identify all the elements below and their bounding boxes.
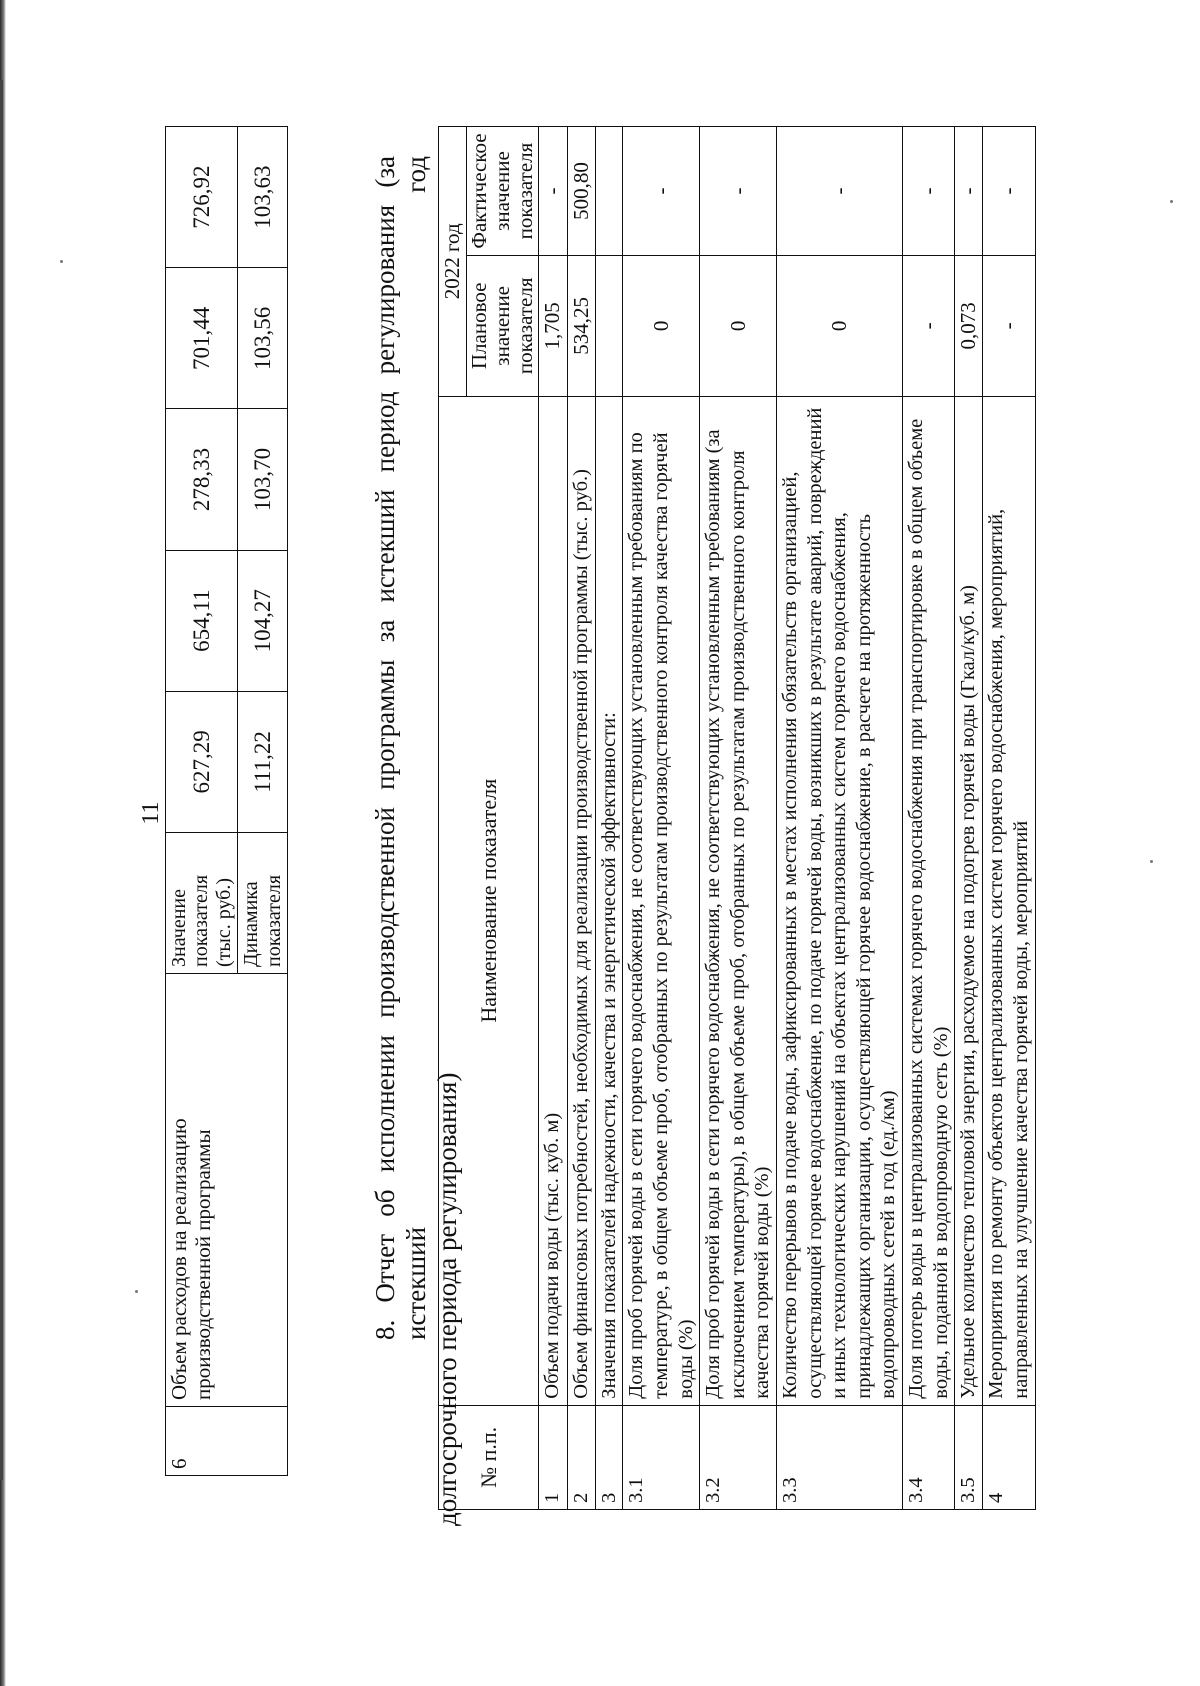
row-name: Объем расходов на реализацию производственной программы: [166, 974, 288, 1407]
fact-value: -: [623, 127, 700, 256]
table-row: [623, 127, 700, 1510]
row-name: Доля проб горячей воды в сети горячего водоснабжения, не соответствующих установленным требованиям (за исключением температуры), в общем объеме проб, отобранных по результатам производственного контроля качества горячей воды (%): [700, 396, 777, 1405]
plan-value: 534,25: [567, 256, 595, 397]
scan-speck: [1150, 860, 1153, 863]
row-name: Значения показателей надежности, качества и энергетической эффективности:: [595, 396, 623, 1405]
value-cell: 701,44: [166, 268, 238, 409]
table-row: [595, 127, 623, 1510]
row-number: 3: [595, 1405, 623, 1509]
fact-value: -: [539, 127, 567, 256]
value-cell: 726,92: [166, 127, 238, 268]
row-number: 3.2: [700, 1405, 777, 1509]
plan-value: 0,073: [955, 256, 983, 397]
fact-value: -: [700, 127, 777, 256]
header-row: [439, 127, 467, 1510]
section-heading-line-2: долгосрочного периода регулирования): [432, 1072, 463, 1526]
row-name: Доля проб горячей воды в сети горячего водоснабжения, не соответствующих установленным требованиям по температуре, в общем объеме проб, отобранных по результатам производственного контроля качества горячей воды (%): [623, 396, 700, 1405]
fact-value: -: [777, 127, 903, 256]
row-name: Мероприятия по ремонту объектов централизованных систем горячего водоснабжения, мероприятий, направленных на улучшение качества горячей воды, мероприятий: [983, 396, 1035, 1405]
value-cell: 111,22: [238, 691, 288, 832]
table-row: [983, 127, 1035, 1510]
table-row: [955, 127, 983, 1510]
value-cell: 103,70: [238, 409, 288, 550]
row-name: Объем подачи воды (тыс. куб. м): [539, 396, 567, 1405]
value-cell: 627,29: [166, 691, 238, 832]
row-number: 4: [983, 1405, 1035, 1509]
row-number: 3.1: [623, 1405, 700, 1509]
row-number: 6: [166, 1407, 288, 1476]
plan-value: 0: [700, 256, 777, 397]
row-number: 3.3: [777, 1405, 903, 1509]
scan-speck: [1170, 200, 1173, 203]
plan-value: -: [983, 256, 1035, 397]
header-year: 2022 год: [439, 127, 467, 397]
value-cell: 103,63: [238, 127, 288, 268]
header-fact: Фактическое значение показателя: [467, 127, 539, 256]
row-number: 1: [539, 1405, 567, 1509]
fact-value: -: [983, 127, 1035, 256]
table-row: [166, 127, 238, 1476]
value-cell: 654,11: [166, 550, 238, 691]
plan-value: -: [902, 256, 954, 397]
table-row: [539, 127, 567, 1510]
scan-speck: [60, 260, 63, 263]
row-name: Количество перерывов в подаче воды, зафиксированных в местах исполнения обязательств организацией, осуществляющей горячее водоснабжение, по подаче горячей воды, возникших в результате аварий, повреждений и иных технологических нарушений на объектах централизованных систем горячего водоснабжения, принадлежащих организации, осуществляющей горячее водоснабжение, в расчете на протяженность водопроводных сетей в год (ед./км): [777, 396, 903, 1405]
table-row: [777, 127, 903, 1510]
scan-speck: [135, 1290, 138, 1293]
expense-table: [165, 126, 288, 1476]
indicator-label: Динамика показателя: [238, 833, 288, 974]
row-name: Удельное количество тепловой энергии, расходуемое на подогрев горячей воды (Гкал/куб. м): [955, 396, 983, 1405]
header-plan: Плановое значение показателя: [467, 256, 539, 397]
table-row: [567, 127, 595, 1510]
fact-value: 500,80: [567, 127, 595, 256]
fact-value: -: [955, 127, 983, 256]
section-heading-line-1: 8. Отчет об исполнении производственной программы за истекший период регулирования (за истекший год: [370, 156, 432, 1340]
report-table: [438, 126, 1036, 1510]
header-name: Наименование показателя: [439, 396, 539, 1405]
header-num: № п.п.: [439, 1405, 539, 1509]
page-number: 11: [138, 801, 164, 825]
fact-value: -: [902, 127, 954, 256]
plan-value: 0: [623, 256, 700, 397]
plan-value: 0: [777, 256, 903, 397]
value-cell: 278,33: [166, 409, 238, 550]
value-cell: 103,56: [238, 268, 288, 409]
row-name: Доля потерь воды в централизованных системах горячего водоснабжения при транспортировке в общем объеме воды, поданной в водопроводную сеть (%): [902, 396, 954, 1405]
table-row: [902, 127, 954, 1510]
row-number: 3.5: [955, 1405, 983, 1509]
plan-value: 1,705: [539, 256, 567, 397]
value-cell: 104,27: [238, 550, 288, 691]
row-name: Объем финансовых потребностей, необходимых для реализации производственной программы (тыс. руб.): [567, 396, 595, 1405]
indicator-label: Значение показателя (тыс. руб.): [166, 833, 238, 974]
fact-value: [595, 127, 623, 256]
row-number: 3.4: [902, 1405, 954, 1509]
plan-value: [595, 256, 623, 397]
row-number: 2: [567, 1405, 595, 1509]
table-row: [700, 127, 777, 1510]
